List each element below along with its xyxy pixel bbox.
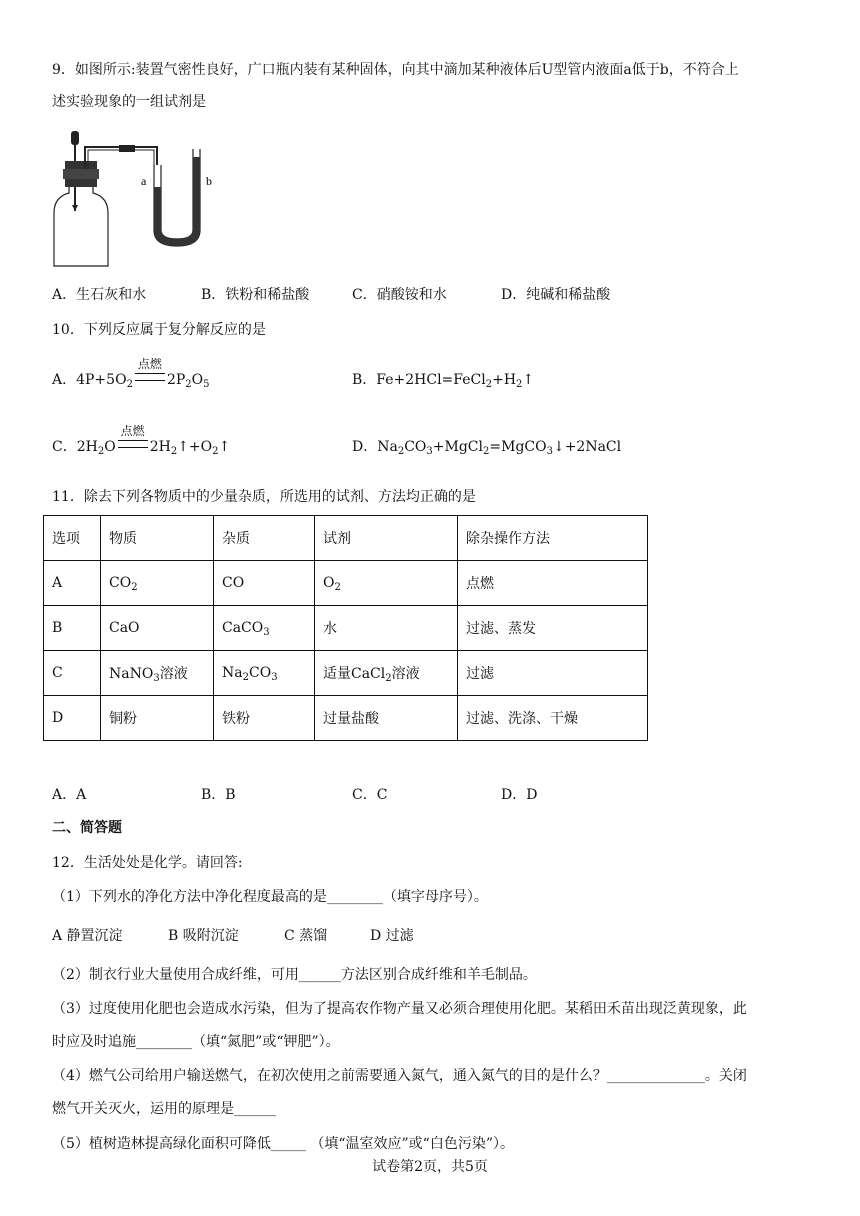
table-row: [44, 696, 648, 741]
impurity-cell: CaCO$_3$: [214, 606, 315, 651]
q9-stem-line1: 9．如图所示:装置气密性良好，广口瓶内装有某种固体，向其中滴加某种液体后U型管内液面a低于b，不符合上: [52, 62, 739, 78]
q11-option-b: B．B: [201, 787, 236, 803]
condition-label: 点燃: [137, 357, 162, 371]
page-footer: 试卷第2页，共5页: [372, 1159, 488, 1175]
q12-part1: （1）下列水的净化方法中净化程度最高的是________（填字母序号）。: [52, 889, 488, 905]
q12-part4-line1: （4）燃气公司给用户输送燃气，在初次使用之前需要通入氮气，通入氮气的目的是什么？______________。关闭: [52, 1068, 747, 1084]
method-cell: 过滤、蒸发: [458, 606, 648, 651]
q10-option-a: A．$4P+5O_2$ 点燃 $2P_2O_5$: [52, 370, 210, 390]
table-header-row: [44, 516, 648, 561]
reagent-cell: 适量CaCl$_2$溶液: [315, 651, 458, 696]
method-cell: 过滤: [458, 651, 648, 696]
option-cell: B: [44, 606, 101, 651]
substance-cell: 铜粉: [101, 696, 214, 741]
table-row: [44, 651, 648, 696]
header-cell: 试剂: [315, 516, 458, 561]
q12-p1-option-d: D 过滤: [370, 928, 414, 944]
method-cell: 过滤、洗涤、干燥: [458, 696, 648, 741]
impurity-table: [43, 515, 648, 741]
q12-stem: 12．生活处处是化学。请回答:: [52, 855, 243, 871]
q12-part5: （5）植树造林提高绿化面积可降低_____ （填“温室效应”或“白色污染”）。: [52, 1136, 514, 1152]
impurity-cell: CO: [214, 561, 315, 606]
substance-cell: CaO: [101, 606, 214, 651]
q9-option-c: C．硝酸铵和水: [352, 287, 447, 303]
q10-option-d: D．$Na_2CO_3+MgCl_2=MgCO_3↓+2NaCl$: [352, 439, 622, 457]
q10-option-c: C．$2H_2O$ 点燃 $2H_2↑+O_2↑$: [52, 437, 230, 457]
reagent-cell: 过量盐酸: [315, 696, 458, 741]
q10-stem: 10．下列反应属于复分解反应的是: [52, 322, 266, 338]
label-b: b: [206, 174, 212, 188]
q12-part3-line2: 时应及时追施________（填“氮肥”或“钾肥”）。: [52, 1034, 340, 1050]
option-cell: A: [44, 561, 101, 606]
q12-p1-option-c: C 蒸馏: [284, 928, 328, 944]
reagent-cell: $O_2$: [315, 561, 458, 606]
option-cell: D: [44, 696, 101, 741]
q12-part4-line2: 燃气开关灭火，运用的原理是______: [52, 1101, 276, 1117]
section-heading: 二、简答题: [52, 820, 122, 836]
impurity-cell: $Na_2CO_3$: [214, 651, 315, 696]
q12-p1-option-a: A 静置沉淀: [52, 928, 123, 944]
condition-label: 点燃: [120, 424, 145, 438]
q9-option-a: A．生石灰和水: [52, 287, 147, 303]
method-cell: 点燃: [458, 561, 648, 606]
q11-option-c: C．C: [352, 787, 388, 803]
q12-part3-line1: （3）过度使用化肥也会造成水污染，但为了提高农作物产量又必须合理使用化肥。某稻田禾苗出现泛黄现象，此: [52, 1001, 747, 1017]
q11-option-a: A．A: [52, 787, 87, 803]
option-cell: C: [44, 651, 101, 696]
substance-cell: $CO_2$: [101, 561, 214, 606]
q10-option-b: B．$Fe+2HCl=FeCl_2+H_2↑$: [352, 372, 535, 390]
header-cell: 除杂操作方法: [458, 516, 648, 561]
header-cell: 杂质: [214, 516, 315, 561]
impurity-cell: 铁粉: [214, 696, 315, 741]
q11-option-d: D．D: [501, 787, 538, 803]
header-cell: 物质: [101, 516, 214, 561]
substance-cell: NaNO$_3$溶液: [101, 651, 214, 696]
q11-stem: 11．除去下列各物质中的少量杂质，所选用的试剂、方法均正确的是: [52, 489, 476, 505]
q9-stem-line2: 述实验现象的一组试剂是: [52, 94, 206, 110]
label-a: a: [141, 174, 147, 188]
table-row: [44, 561, 648, 606]
q12-part2: （2）制衣行业大量使用合成纤维，可用______方法区别合成纤维和羊毛制品。: [52, 967, 537, 983]
header-cell: 选项: [44, 516, 101, 561]
q12-p1-option-b: B 吸附沉淀: [168, 928, 239, 944]
apparatus-figure: [52, 125, 227, 270]
table-row: [44, 606, 648, 651]
q9-option-d: D．纯碱和稀盐酸: [501, 287, 611, 303]
q9-option-b: B．铁粉和稀盐酸: [201, 287, 310, 303]
reagent-cell: 水: [315, 606, 458, 651]
